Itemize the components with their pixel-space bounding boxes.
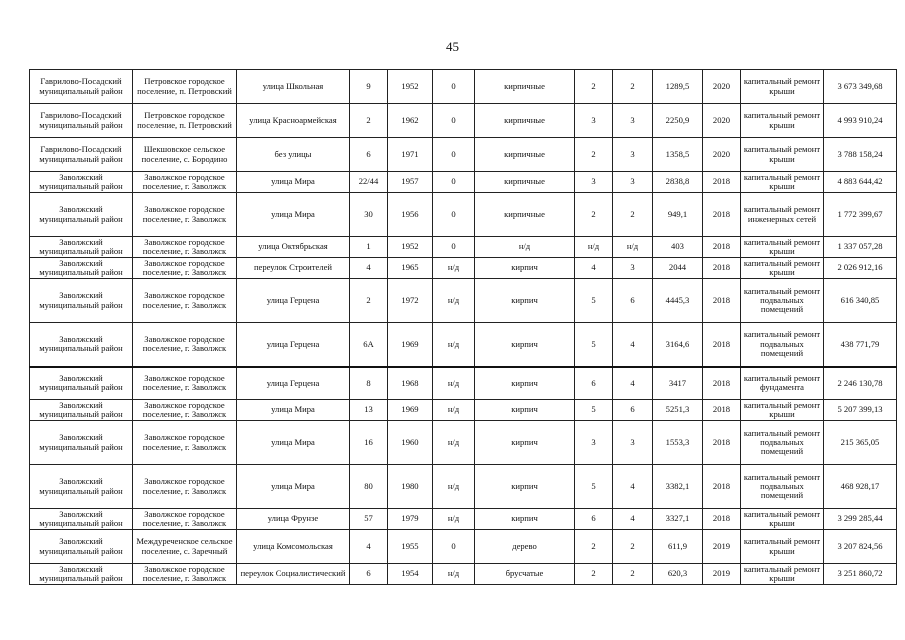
year-built-cell: 1960 — [388, 421, 433, 465]
housing-repair-table — [29, 69, 897, 585]
area-cell: 2250,9 — [653, 104, 703, 138]
district-cell: Заволжский муниципальный район — [30, 421, 133, 465]
settlement-cell: Заволжское городское поселение, г. Заволжск — [133, 509, 237, 530]
wall-material-cell: кирпич — [475, 400, 575, 421]
table-row — [30, 421, 897, 465]
area-cell: 1289,5 — [653, 70, 703, 104]
year-built-cell: 1971 — [388, 138, 433, 172]
district-cell: Заволжский муниципальный район — [30, 509, 133, 530]
house-number-cell: 80 — [350, 465, 388, 509]
street-cell: улица Мира — [237, 400, 350, 421]
entrances-cell: 2 — [613, 530, 653, 564]
area-cell: 2044 — [653, 258, 703, 279]
value-cell: н/д — [433, 421, 475, 465]
wall-material-cell: кирпичные — [475, 70, 575, 104]
street-cell: улица Октябрьская — [237, 237, 350, 258]
floors-cell: 6 — [575, 367, 613, 400]
year-built-cell: 1980 — [388, 465, 433, 509]
house-number-cell: 6А — [350, 323, 388, 367]
cost-cell: 438 771,79 — [824, 323, 897, 367]
work-type-cell: капитальный ремонт крыши — [741, 509, 824, 530]
value-cell: 0 — [433, 530, 475, 564]
entrances-cell: 4 — [613, 367, 653, 400]
area-cell: 403 — [653, 237, 703, 258]
cost-cell: 5 207 399,13 — [824, 400, 897, 421]
value-cell: н/д — [433, 509, 475, 530]
settlement-cell: Заволжское городское поселение, г. Заволжск — [133, 279, 237, 323]
floors-cell: 4 — [575, 258, 613, 279]
work-type-cell: капитальный ремонт инженерных сетей — [741, 193, 824, 237]
value-cell: н/д — [433, 279, 475, 323]
district-cell: Заволжский муниципальный район — [30, 564, 133, 585]
work-type-cell: капитальный ремонт крыши — [741, 400, 824, 421]
house-number-cell: 6 — [350, 138, 388, 172]
floors-cell: н/д — [575, 237, 613, 258]
house-number-cell: 57 — [350, 509, 388, 530]
year-built-cell: 1972 — [388, 279, 433, 323]
year-built-cell: 1968 — [388, 367, 433, 400]
work-type-cell: капитальный ремонт крыши — [741, 70, 824, 104]
entrances-cell: 3 — [613, 138, 653, 172]
year-built-cell: 1956 — [388, 193, 433, 237]
settlement-cell: Заволжское городское поселение, г. Заволжск — [133, 172, 237, 193]
settlement-cell: Междуреченское сельское поселение, с. Заречный — [133, 530, 237, 564]
wall-material-cell: кирпичные — [475, 172, 575, 193]
street-cell: без улицы — [237, 138, 350, 172]
cost-cell: 2 026 912,16 — [824, 258, 897, 279]
wall-material-cell: н/д — [475, 237, 575, 258]
entrances-cell: 4 — [613, 465, 653, 509]
floors-cell: 5 — [575, 400, 613, 421]
table-row — [30, 400, 897, 421]
cost-cell: 3 251 860,72 — [824, 564, 897, 585]
house-number-cell: 16 — [350, 421, 388, 465]
year-planned-cell: 2018 — [703, 323, 741, 367]
table-row — [30, 193, 897, 237]
entrances-cell: 3 — [613, 258, 653, 279]
page-number: 45 — [446, 39, 459, 54]
wall-material-cell: брусчатые — [475, 564, 575, 585]
cost-cell: 4 883 644,42 — [824, 172, 897, 193]
floors-cell: 3 — [575, 104, 613, 138]
area-cell: 611,9 — [653, 530, 703, 564]
year-planned-cell: 2018 — [703, 237, 741, 258]
value-cell: н/д — [433, 564, 475, 585]
floors-cell: 5 — [575, 323, 613, 367]
value-cell: н/д — [433, 258, 475, 279]
table-row — [30, 465, 897, 509]
wall-material-cell: кирпич — [475, 323, 575, 367]
table-body — [30, 70, 897, 585]
entrances-cell: 3 — [613, 421, 653, 465]
work-type-cell: капитальный ремонт фундамента — [741, 367, 824, 400]
year-planned-cell: 2018 — [703, 193, 741, 237]
work-type-cell: капитальный ремонт подвальных помещений — [741, 421, 824, 465]
cost-cell: 3 299 285,44 — [824, 509, 897, 530]
year-built-cell: 1957 — [388, 172, 433, 193]
house-number-cell: 8 — [350, 367, 388, 400]
year-planned-cell: 2018 — [703, 258, 741, 279]
entrances-cell: 3 — [613, 172, 653, 193]
district-cell: Заволжский муниципальный район — [30, 258, 133, 279]
settlement-cell: Петровское городское поселение, п. Петровский — [133, 70, 237, 104]
district-cell: Заволжский муниципальный район — [30, 279, 133, 323]
area-cell: 4445,3 — [653, 279, 703, 323]
entrances-cell: 3 — [613, 104, 653, 138]
area-cell: 3417 — [653, 367, 703, 400]
year-built-cell: 1969 — [388, 323, 433, 367]
year-planned-cell: 2018 — [703, 400, 741, 421]
table-row — [30, 70, 897, 104]
year-built-cell: 1955 — [388, 530, 433, 564]
district-cell: Заволжский муниципальный район — [30, 193, 133, 237]
year-planned-cell: 2018 — [703, 279, 741, 323]
entrances-cell: 4 — [613, 323, 653, 367]
value-cell: н/д — [433, 323, 475, 367]
work-type-cell: капитальный ремонт крыши — [741, 237, 824, 258]
table-row — [30, 530, 897, 564]
cost-cell: 1 337 057,28 — [824, 237, 897, 258]
street-cell: улица Комсомольская — [237, 530, 350, 564]
street-cell: улица Герцена — [237, 323, 350, 367]
table-row — [30, 172, 897, 193]
cost-cell: 4 993 910,24 — [824, 104, 897, 138]
value-cell: н/д — [433, 400, 475, 421]
year-planned-cell: 2020 — [703, 104, 741, 138]
area-cell: 5251,3 — [653, 400, 703, 421]
entrances-cell: 2 — [613, 193, 653, 237]
street-cell: улица Мира — [237, 465, 350, 509]
year-built-cell: 1979 — [388, 509, 433, 530]
work-type-cell: капитальный ремонт крыши — [741, 258, 824, 279]
year-planned-cell: 2018 — [703, 509, 741, 530]
area-cell: 1553,3 — [653, 421, 703, 465]
table-row — [30, 258, 897, 279]
table-row — [30, 138, 897, 172]
value-cell: 0 — [433, 104, 475, 138]
value-cell: 0 — [433, 138, 475, 172]
cost-cell: 3 788 158,24 — [824, 138, 897, 172]
work-type-cell: капитальный ремонт крыши — [741, 530, 824, 564]
house-number-cell: 22/44 — [350, 172, 388, 193]
district-cell: Гаврилово-Посадский муниципальный район — [30, 138, 133, 172]
floors-cell: 5 — [575, 279, 613, 323]
house-number-cell: 9 — [350, 70, 388, 104]
settlement-cell: Шекшовское сельское поселение, с. Бородино — [133, 138, 237, 172]
table-row — [30, 237, 897, 258]
table-row — [30, 509, 897, 530]
year-planned-cell: 2020 — [703, 138, 741, 172]
house-number-cell: 13 — [350, 400, 388, 421]
street-cell: переулок Строителей — [237, 258, 350, 279]
table-row — [30, 104, 897, 138]
table-row — [30, 367, 897, 400]
wall-material-cell: кирпич — [475, 465, 575, 509]
street-cell: улица Мира — [237, 172, 350, 193]
area-cell: 2838,8 — [653, 172, 703, 193]
year-planned-cell: 2019 — [703, 530, 741, 564]
house-number-cell: 1 — [350, 237, 388, 258]
settlement-cell: Заволжское городское поселение, г. Заволжск — [133, 400, 237, 421]
house-number-cell: 4 — [350, 530, 388, 564]
area-cell: 3164,6 — [653, 323, 703, 367]
year-built-cell: 1965 — [388, 258, 433, 279]
settlement-cell: Заволжское городское поселение, г. Заволжск — [133, 465, 237, 509]
entrances-cell: 2 — [613, 564, 653, 585]
work-type-cell: капитальный ремонт подвальных помещений — [741, 323, 824, 367]
street-cell: улица Герцена — [237, 367, 350, 400]
value-cell: 0 — [433, 193, 475, 237]
entrances-cell: 2 — [613, 70, 653, 104]
work-type-cell: капитальный ремонт крыши — [741, 104, 824, 138]
value-cell: 0 — [433, 172, 475, 193]
wall-material-cell: кирпичные — [475, 104, 575, 138]
district-cell: Гаврилово-Посадский муниципальный район — [30, 104, 133, 138]
cost-cell: 3 673 349,68 — [824, 70, 897, 104]
floors-cell: 2 — [575, 193, 613, 237]
cost-cell: 468 928,17 — [824, 465, 897, 509]
street-cell: улица Школьная — [237, 70, 350, 104]
street-cell: улица Красноармейская — [237, 104, 350, 138]
settlement-cell: Петровское городское поселение, п. Петровский — [133, 104, 237, 138]
floors-cell: 5 — [575, 465, 613, 509]
work-type-cell: капитальный ремонт крыши — [741, 172, 824, 193]
year-built-cell: 1952 — [388, 237, 433, 258]
district-cell: Заволжский муниципальный район — [30, 400, 133, 421]
wall-material-cell: кирпич — [475, 258, 575, 279]
table-row — [30, 564, 897, 585]
cost-cell: 2 246 130,78 — [824, 367, 897, 400]
work-type-cell: капитальный ремонт подвальных помещений — [741, 279, 824, 323]
year-planned-cell: 2018 — [703, 421, 741, 465]
settlement-cell: Заволжское городское поселение, г. Заволжск — [133, 193, 237, 237]
settlement-cell: Заволжское городское поселение, г. Заволжск — [133, 258, 237, 279]
value-cell: н/д — [433, 367, 475, 400]
wall-material-cell: кирпич — [475, 367, 575, 400]
settlement-cell: Заволжское городское поселение, г. Заволжск — [133, 564, 237, 585]
cost-cell: 3 207 824,56 — [824, 530, 897, 564]
entrances-cell: 6 — [613, 400, 653, 421]
district-cell: Заволжский муниципальный район — [30, 367, 133, 400]
cost-cell: 215 365,05 — [824, 421, 897, 465]
year-planned-cell: 2018 — [703, 172, 741, 193]
settlement-cell: Заволжское городское поселение, г. Заволжск — [133, 421, 237, 465]
house-number-cell: 4 — [350, 258, 388, 279]
district-cell: Гаврилово-Посадский муниципальный район — [30, 70, 133, 104]
year-built-cell: 1962 — [388, 104, 433, 138]
year-planned-cell: 2019 — [703, 564, 741, 585]
area-cell: 3382,1 — [653, 465, 703, 509]
floors-cell: 3 — [575, 172, 613, 193]
area-cell: 949,1 — [653, 193, 703, 237]
entrances-cell: 4 — [613, 509, 653, 530]
entrances-cell: 6 — [613, 279, 653, 323]
house-number-cell: 30 — [350, 193, 388, 237]
floors-cell: 6 — [575, 509, 613, 530]
settlement-cell: Заволжское городское поселение, г. Заволжск — [133, 323, 237, 367]
settlement-cell: Заволжское городское поселение, г. Заволжск — [133, 367, 237, 400]
value-cell: н/д — [433, 465, 475, 509]
year-built-cell: 1954 — [388, 564, 433, 585]
work-type-cell: капитальный ремонт крыши — [741, 564, 824, 585]
settlement-cell: Заволжское городское поселение, г. Заволжск — [133, 237, 237, 258]
street-cell: улица Герцена — [237, 279, 350, 323]
year-planned-cell: 2018 — [703, 367, 741, 400]
value-cell: 0 — [433, 70, 475, 104]
wall-material-cell: кирпич — [475, 509, 575, 530]
value-cell: 0 — [433, 237, 475, 258]
wall-material-cell: кирпич — [475, 421, 575, 465]
street-cell: переулок Социалистический — [237, 564, 350, 585]
year-planned-cell: 2020 — [703, 70, 741, 104]
district-cell: Заволжский муниципальный район — [30, 465, 133, 509]
district-cell: Заволжский муниципальный район — [30, 530, 133, 564]
year-built-cell: 1952 — [388, 70, 433, 104]
table-row — [30, 279, 897, 323]
street-cell: улица Фрунзе — [237, 509, 350, 530]
house-number-cell: 2 — [350, 279, 388, 323]
work-type-cell: капитальный ремонт крыши — [741, 138, 824, 172]
street-cell: улица Мира — [237, 421, 350, 465]
district-cell: Заволжский муниципальный район — [30, 323, 133, 367]
area-cell: 620,3 — [653, 564, 703, 585]
year-planned-cell: 2018 — [703, 465, 741, 509]
area-cell: 3327,1 — [653, 509, 703, 530]
district-cell: Заволжский муниципальный район — [30, 172, 133, 193]
floors-cell: 2 — [575, 564, 613, 585]
wall-material-cell: кирпичные — [475, 138, 575, 172]
wall-material-cell: кирпичные — [475, 193, 575, 237]
house-number-cell: 6 — [350, 564, 388, 585]
work-type-cell: капитальный ремонт подвальных помещений — [741, 465, 824, 509]
house-number-cell: 2 — [350, 104, 388, 138]
cost-cell: 616 340,85 — [824, 279, 897, 323]
entrances-cell: н/д — [613, 237, 653, 258]
floors-cell: 2 — [575, 70, 613, 104]
wall-material-cell: кирпич — [475, 279, 575, 323]
year-built-cell: 1969 — [388, 400, 433, 421]
area-cell: 1358,5 — [653, 138, 703, 172]
wall-material-cell: дерево — [475, 530, 575, 564]
district-cell: Заволжский муниципальный район — [30, 237, 133, 258]
floors-cell: 2 — [575, 530, 613, 564]
street-cell: улица Мира — [237, 193, 350, 237]
floors-cell: 3 — [575, 421, 613, 465]
cost-cell: 1 772 399,67 — [824, 193, 897, 237]
floors-cell: 2 — [575, 138, 613, 172]
table-row — [30, 323, 897, 367]
